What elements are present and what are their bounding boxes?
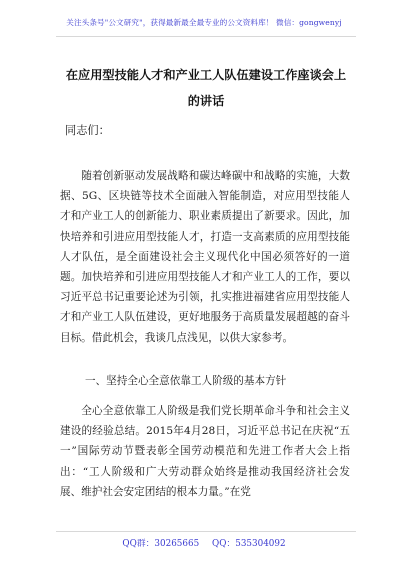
header-divider (56, 36, 356, 37)
section-heading: 一、坚持全心全意依靠工人阶级的基本方针 (85, 375, 287, 387)
footer-contact: QQ群：30265665 QQ：535304092 (122, 539, 286, 549)
body-paragraph-1: 随着创新驱动发展战略和碳达峰碳中和战略的实施，大数据、5G、区块链等技术全面融入智能制造，对应用型技能人才和产业工人的创新能力、职业素质提出了新要求。因此，加快培养和引进应用型技能人才，打造一支高素质的应用型技能人才队伍，是全面建设社会主义现代化中国必须答好的一道题。加快培养和引进应用型技能人才和产业工人的工作，要以习近平总书记重要论述为引领，扎实推进福建省应用型技能人才和产业工人队伍建设，更好地服务于高质量发展超越的奋斗目标。借此机会，我谈几点浅见，以供大家参考。 (60, 170, 350, 344)
salutation: 同志们： (65, 124, 110, 137)
footer-divider (56, 531, 356, 532)
body-paragraph-2: 全心全意依靠工人阶级是我们党长期革命斗争和社会主义建设的经验总结。2015年4月28日，习近平总书记在庆祝“五一”国际劳动节暨表彰全国劳动模范和先进工作者大会上指出：“工人阶级和广大劳动群众始终是推动我国经济社会发展、维护社会安定团结的根本力量。”在党 (60, 405, 350, 498)
document-title: 在应用型技能人才和产业工人队伍建设工作座谈会上的讲话 (65, 68, 347, 108)
header-note: 关注头条号"公文研究"，获得最新最全最专业的公文资料库！ 微信：gongwenyj (66, 18, 342, 27)
